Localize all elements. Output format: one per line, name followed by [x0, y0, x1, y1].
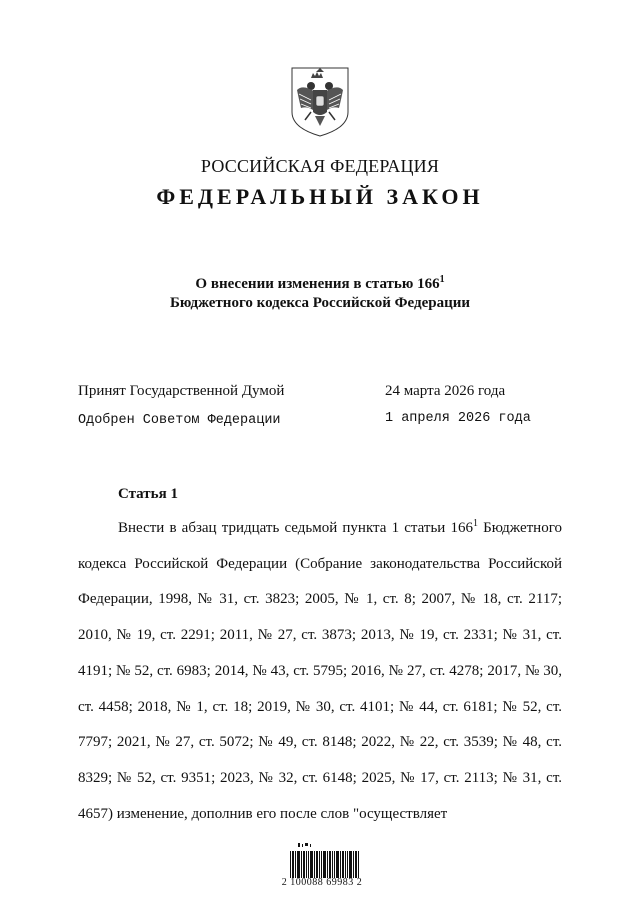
law-title-line-2: Бюджетного кодекса Российской Федерации	[169, 295, 470, 311]
article-heading: Статья 1	[118, 486, 178, 502]
barcode-number: 2 100088 69983 2	[281, 877, 363, 888]
approved-label: Одобрен Советом Федерации	[78, 413, 281, 428]
country-name: РОССИЙСКАЯ ФЕДЕРАЦИЯ	[200, 156, 440, 176]
barcode-icon	[290, 843, 360, 878]
article-body: Внести в абзац тридцать седьмой пункта 1 статьи $166^1$ Бюджетного кодекса Российской Федерации (Собрание законодательства Российской Федерации, 1998, № 31, ст. 3823; 2005, № 1, ст. 8; 2007, № 18, ст. 2117; 2010, № 19, ст. 2291; 2011, № 27, ст. 3873; 2013, № 19, ст. 2331; № 31, ст. 4191; № 52, ст. 6983; 2014, № 43, ст. 5795; 2016, № 27, ст. 4278; 2017, № 30, ст. 4458; 2018, № 1, ст. 18; 2019, № 30, ст. 4101; № 44, ст. 6181; № 52, ст. 7797; 2021, № 27, ст. 5072; № 49, ст. 8148; 2022, № 22, ст. 3539; № 48, ст. 8329; № 52, ст. 9351; 2023, № 32, ст. 6148; 2025, № 17, ст. 2113; № 31, ст. 4657) изменение, дополнив его после слов "осуществляет	[78, 518, 562, 822]
russian-coat-of-arms-icon	[289, 66, 351, 138]
approved-date: 1 апреля 2026 года	[385, 411, 531, 426]
adopted-label: Принят Государственной Думой	[78, 383, 285, 399]
law-title	[0, 275, 640, 313]
adopted-date: 24 марта 2026 года	[385, 383, 506, 399]
law-title-line-1: О внесении изменения в статью $166^1$	[195, 274, 445, 292]
document-type: ФЕДЕРАЛЬНЫЙ ЗАКОН	[156, 184, 484, 209]
